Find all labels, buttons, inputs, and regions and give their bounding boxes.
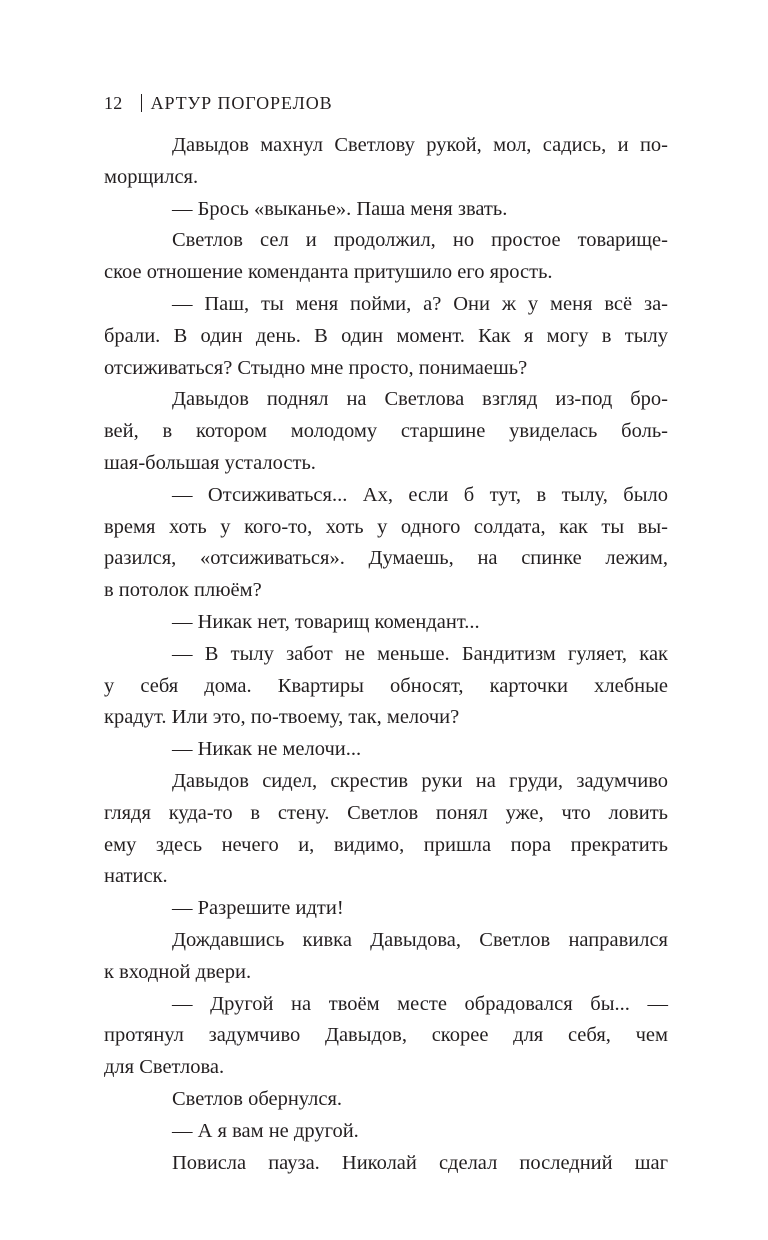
text-line: морщился. [104,165,199,188]
text-line: — Брось «выканье». Паша меня звать. [172,197,508,220]
text-line: — Отсиживаться... Ах, если б тут, в тылу, было [172,483,668,506]
running-header [104,91,333,115]
text-line: — Другой на твоём месте обрадовался бы... — [172,992,668,1015]
text-line: — Паш, ты меня пойми, а? Они ж у меня всё за- [172,292,668,315]
text-line: Давыдов махнул Светлову рукой, мол, садись, и по- [172,134,668,156]
text-line: — В тылу забот не меньше. Бандитизм гуляет, как [172,642,668,665]
text-line: Дождавшись кивка Давыдова, Светлов направился [172,928,668,951]
text-line: натиск. [104,865,168,888]
text-line: Давыдов поднял на Светлова взгляд из-под бро- [172,388,668,411]
text-line: — А я вам не другой. [172,1119,359,1142]
header-divider [141,94,142,112]
text-line: время хоть у кого-то, хоть у одного солдата, как ты вы- [104,515,668,538]
text-line: — Никак не мелочи... [172,738,362,761]
text-line: отсиживаться? Стыдно мне просто, понимаешь? [104,356,528,379]
text-line: — Разрешите идти! [172,897,344,920]
text-line: крадут. Или это, по-твоему, так, мелочи? [104,706,460,729]
text-line: Светлов сел и продолжил, но простое товарище- [172,229,668,252]
body-text [104,130,668,1179]
text-line: — Никак нет, товарищ комендант... [172,610,480,633]
text-line: Повисла пауза. Николай сделал последний шаг [172,1151,668,1174]
text-line: вей, в котором молодому старшине увиделась боль- [104,420,668,443]
text-line: для Светлова. [104,1056,225,1079]
text-line: глядя куда-то в стену. Светлов понял уже, что ловить [104,801,668,824]
text-line: у себя дома. Квартиры обносят, карточки хлебные [104,674,668,697]
text-line: Светлов обернулся. [172,1087,343,1110]
text-line: в потолок плюём? [104,579,262,602]
text-line: к входной двери. [104,960,252,983]
text-line: Давыдов сидел, скрестив руки на груди, задумчиво [172,769,668,792]
text-line: ему здесь нечего и, видимо, пришла пора прекратить [104,833,668,856]
text-line: ское отношение коменданта притушило его ярость. [104,261,553,284]
text-line: брали. В один день. В один момент. Как я могу в тылу [104,324,668,347]
page-number: 12 [104,93,123,113]
author-name: АРТУР ПОГОРЕЛОВ [150,93,333,113]
text-line: разился, «отсиживаться». Думаешь, на спинке лежим, [104,547,668,570]
text-line: протянул задумчиво Давыдов, скорее для себя, чем [104,1024,668,1047]
text-line: шая-большая усталость. [104,451,316,474]
